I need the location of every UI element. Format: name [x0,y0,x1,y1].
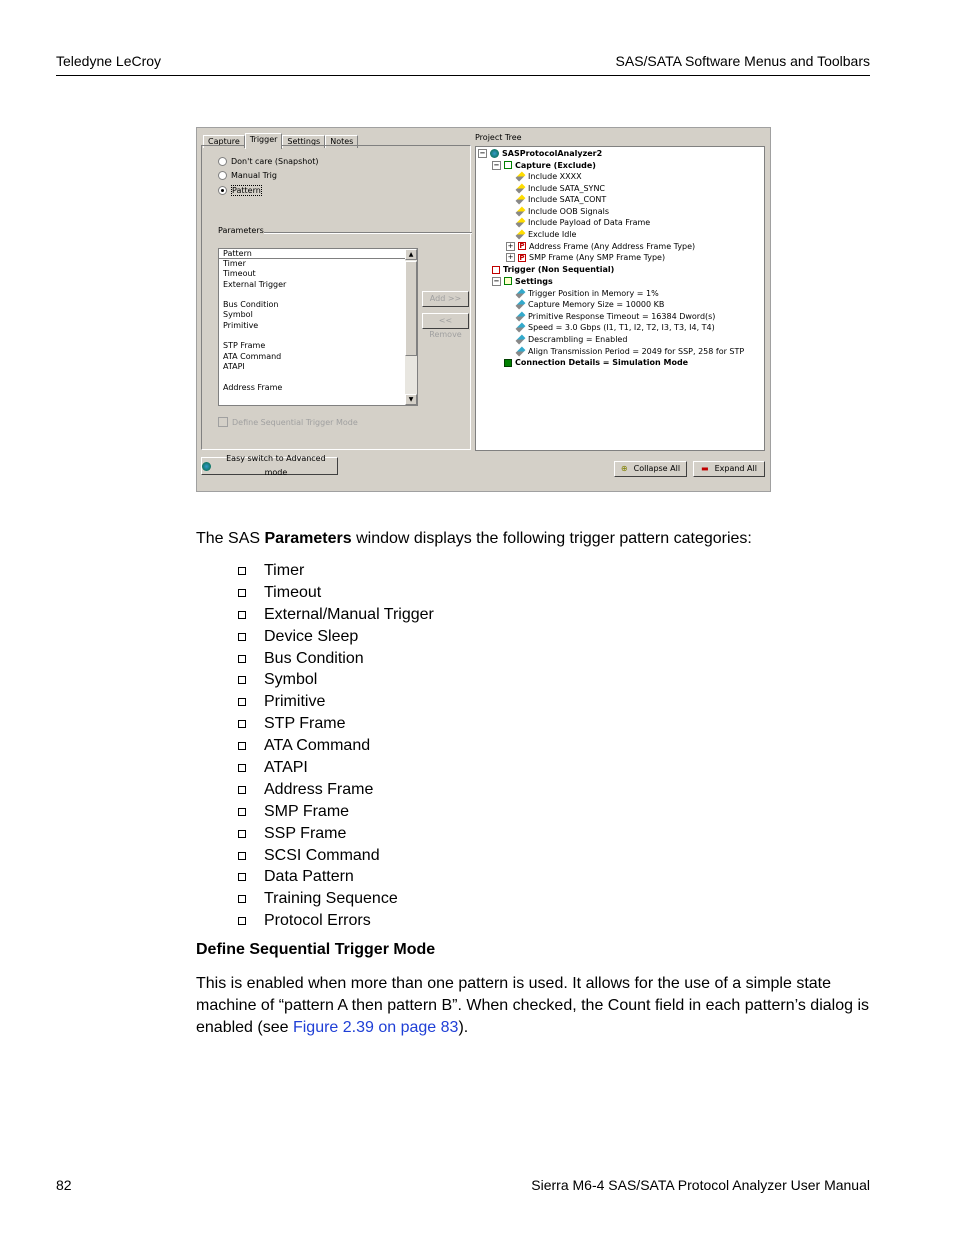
sequential-trigger-checkbox[interactable] [218,417,358,427]
tree-capture[interactable] [492,160,596,171]
checkbox-bullet-icon [238,698,246,706]
pencil-icon [516,288,526,298]
scroll-up-icon[interactable]: ▲ [405,249,417,260]
expand-icon[interactable]: + [507,253,514,262]
list-item [236,648,434,670]
tree-root[interactable] [478,148,602,159]
trigger-dialog-screenshot [196,127,771,492]
collapse-icon[interactable]: − [479,149,486,157]
list-item [236,779,434,801]
list-item [236,713,434,735]
checkbox-bullet-icon [238,633,246,641]
figure-link[interactable]: Figure 2.39 on page 83 [292,1019,459,1036]
checkbox-bullet-icon [238,852,246,860]
pattern-list-item[interactable]: External Trigger [223,279,287,289]
list-item-text: STP Frame [264,715,346,733]
checkbox-bullet-icon [238,917,246,925]
list-item [236,757,434,779]
pattern-list-item[interactable]: Primitive [223,320,259,330]
expand-all-button[interactable] [693,461,765,477]
checkbox-bullet-icon [238,808,246,816]
advanced-mode-icon [202,462,211,471]
pattern-list-item[interactable]: Symbol [223,310,253,320]
project-tree-label: Project Tree [475,133,522,142]
list-item [236,582,434,604]
checkbox-bullet-icon [238,567,246,575]
checkbox-bullet-icon [238,764,246,772]
tree-capture-item[interactable] [516,171,582,182]
header-rule [56,75,870,76]
tree-item-label: Address Frame (Any Address Frame Type) [529,241,696,251]
list-item-text: External/Manual Trigger [264,605,434,623]
list-item-text: Timer [264,562,305,579]
pattern-list-item[interactable] [223,372,417,382]
tree-item-label: Include XXXX [528,172,582,181]
tree-connection-label: Connection Details = Simulation Mode [515,358,689,367]
project-tree[interactable] [475,146,765,451]
radio-icon [218,157,227,166]
pattern-list-item[interactable]: Timer [223,259,246,268]
collapse-icon[interactable]: − [493,160,500,169]
tree-settings-item[interactable] [516,322,715,333]
list-item-text: Data Pattern [264,868,354,886]
tree-item-label: Include Payload of Data Frame [528,218,651,228]
tab-settings[interactable]: Settings [282,135,325,148]
tree-settings-item[interactable] [516,299,664,310]
pattern-list-item[interactable]: Address Frame [223,382,283,392]
tree-capture-item[interactable] [516,183,605,194]
list-item [236,691,434,713]
tree-item-label: Capture Memory Size = 10000 KB [528,300,665,310]
section-heading: Define Sequential Trigger Mode [196,941,436,958]
radio-manual-trig[interactable] [218,171,277,180]
tree-capture-item[interactable] [516,194,606,205]
checkbox-bullet-icon [238,611,246,619]
tree-item-label: Speed = 3.0 Gbps (I1, T1, I2, T2, I3, T3, I4, T4) [528,323,715,333]
parameters-divider [264,232,472,234]
easy-switch-button[interactable] [201,454,338,477]
list-item-text: Training Sequence [264,890,398,908]
tree-capture-item[interactable] [516,206,609,217]
intro-bold-term: Parameters [264,530,352,547]
pencil-icon [516,183,526,193]
checkbox-bullet-icon [238,786,246,794]
paragraph-text-2: ). [458,1019,469,1036]
list-item [236,866,434,888]
tree-settings-item[interactable] [516,334,627,345]
list-item-text: Device Sleep [264,627,359,645]
intro-sentence [196,528,752,550]
checkbox-bullet-icon [238,655,246,663]
expand-all-icon: ▬ [701,464,709,473]
collapse-all-label: Collapse All [633,464,681,473]
tree-item-label: Exclude Idle [528,230,577,239]
tree-settings[interactable] [492,276,553,287]
tree-settings-label: Settings [515,276,553,286]
pencil-icon [516,346,526,356]
trigger-category-list [236,560,434,932]
tree-trigger[interactable] [492,264,614,275]
pattern-list-header: Pattern [219,249,409,259]
pencil-icon [516,195,526,205]
list-item-text: Primitive [264,693,326,711]
running-header-left: Teledyne LeCroy [56,53,162,69]
list-item [236,910,434,932]
list-item [236,823,434,845]
checkbox-bullet-icon [238,589,246,597]
list-item-text: ATA Command [264,737,371,755]
tree-item-label: Descrambling = Enabled [528,334,628,344]
scroll-down-icon[interactable]: ▼ [405,394,417,405]
pattern-list-items [219,259,417,393]
pencil-icon [516,311,526,321]
tree-trigger-label: Trigger (Non Sequential) [503,265,615,274]
pattern-list[interactable] [218,248,418,406]
pattern-list-item[interactable]: Bus Condition [223,300,279,310]
tree-settings-item[interactable] [516,288,659,299]
pattern-list-item[interactable] [223,290,417,300]
list-item [236,888,434,910]
checkbox-bullet-icon [238,720,246,728]
paragraph-text-1: This is enabled when more than one pattern is used. It allows for the use of a simple state machine of “pattern A then pattern B”. When checked, the Count field in each pattern’s dialog is enabled (see [196,975,869,1036]
tree-root-label: SASProtocolAnalyzer2 [502,149,603,158]
pattern-list-item[interactable]: Timeout [223,269,256,279]
tree-item-label: Include SATA_SYNC [528,183,606,193]
settings-icon [504,277,512,285]
checkbox-bullet-icon [238,830,246,838]
list-item-text: ATAPI [264,759,308,777]
list-scrollbar[interactable] [405,249,417,405]
list-item-text: SCSI Command [264,846,380,864]
checkbox-bullet-icon [238,895,246,903]
checkbox-bullet-icon [238,873,246,881]
list-item-text: Symbol [264,671,318,689]
intro-text-1: The SAS [196,530,265,547]
frame-pattern-icon: P [519,253,525,262]
collapse-all-icon: ⊕ [620,464,628,473]
list-item [236,801,434,823]
expand-all-label: Expand All [714,464,757,473]
pencil-icon [516,172,526,182]
intro-text-2: window displays the following trigger pattern categories: [351,530,752,547]
running-footer: Sierra M6-4 SAS/SATA Protocol Analyzer User Manual [531,1177,870,1193]
frame-pattern-icon: P [519,242,525,251]
radio-label: Don't care (Snapshot) [231,157,319,166]
pencil-icon [516,206,526,216]
tree-capture-item[interactable] [516,229,576,240]
pencil-icon [516,230,526,240]
pattern-list-item[interactable]: ATA Command [223,351,282,361]
tree-item-label: Include SATA_CONT [528,195,607,205]
page-number: 82 [56,1177,72,1193]
radio-label: Pattern [232,186,261,195]
pattern-list-item[interactable] [223,331,417,341]
list-item [236,604,434,626]
expand-icon[interactable]: + [507,241,514,250]
pencil-icon [516,334,526,344]
tree-settings-item[interactable] [516,311,715,322]
list-item [236,845,434,867]
radio-selected-icon [218,186,227,195]
list-item [236,735,434,757]
list-item-text: SSP Frame [264,824,347,842]
running-header-right: SAS/SATA Software Menus and Toolbars [615,53,870,69]
list-item [236,626,434,648]
analyzer-icon [490,149,499,158]
tree-item-label: Primitive Response Timeout = 16384 Dword(s) [528,311,716,321]
checkbox-bullet-icon [238,676,246,684]
connection-icon [504,359,512,367]
capture-icon [504,161,512,169]
parameters-group-label: Parameters [218,226,264,235]
tree-item-label: Trigger Position in Memory = 1% [528,288,659,298]
list-item-text: Address Frame [264,780,374,798]
tree-capture-item[interactable] [506,252,665,263]
trigger-panel [201,145,471,450]
collapse-icon[interactable]: − [493,276,500,285]
radio-icon [218,171,227,180]
list-item-text: SMP Frame [264,802,350,820]
list-item-text: Bus Condition [264,649,364,667]
checkbox-icon [218,417,228,427]
tree-settings-item[interactable] [516,346,744,357]
remove-button[interactable]: << Remove [422,313,469,329]
pattern-list-item[interactable]: ATAPI [223,361,245,371]
collapse-all-button[interactable] [614,461,687,477]
checkbox-label: Define Sequential Trigger Mode [232,417,358,427]
tree-capture-label: Capture (Exclude) [515,160,596,170]
pencil-icon [516,323,526,333]
radio-dont-care[interactable] [218,157,319,166]
list-item-text: Timeout [264,583,322,601]
add-button[interactable]: Add >> [422,291,469,307]
tab-capture[interactable]: Capture [203,135,245,148]
trigger-icon [492,266,500,274]
pattern-list-item[interactable]: STP Frame [223,341,266,351]
tree-item-label: SMP Frame (Any SMP Frame Type) [529,253,666,263]
pencil-icon [516,218,526,228]
tab-trigger[interactable]: Trigger [245,133,283,149]
scroll-thumb[interactable] [405,261,417,356]
tab-notes[interactable]: Notes [325,135,358,148]
tree-connection[interactable] [504,357,688,368]
list-item-text: Protocol Errors [264,912,371,930]
tree-item-label: Include OOB Signals [528,206,610,216]
tree-item-label: Align Transmission Period = 2049 for SSP, 258 for STP [528,346,745,356]
tree-capture-item[interactable] [506,241,695,252]
list-item [236,669,434,691]
sequential-mode-paragraph [196,973,886,1039]
pencil-icon [516,300,526,310]
easy-switch-label: Easy switch to Advanced mode [226,454,326,477]
tree-capture-item[interactable] [516,217,650,228]
list-item [236,560,434,582]
radio-pattern[interactable] [218,185,262,196]
checkbox-bullet-icon [238,742,246,750]
radio-label: Manual Trig [231,171,277,180]
